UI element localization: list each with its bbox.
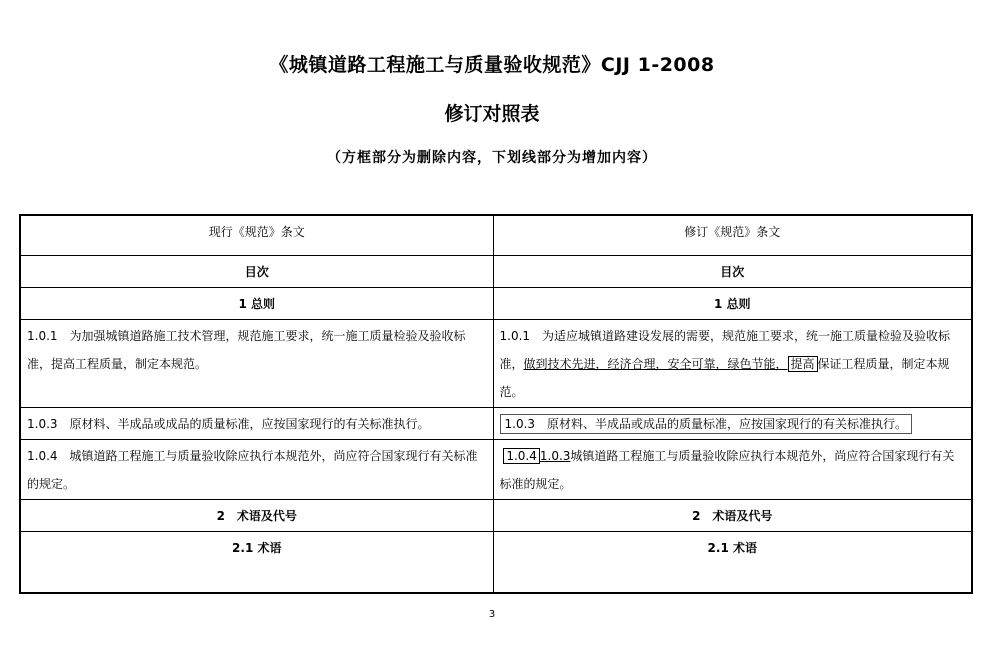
clause-104-revised	[493, 439, 972, 499]
clause-104-current: 1.0.4 城镇道路工程施工与质量验收除应执行本规范外，尚应符合国家现行有关标准的规定。	[20, 439, 493, 499]
deleted-text: 1.0.3 原材料、半成品或成品的质量标准，应按国家现行的有关标准执行。	[500, 414, 913, 434]
clause-text: 城镇道路工程施工与质量验收除应执行本规范外，尚应符合国家现行有关标准的规定。	[499, 448, 955, 491]
table-row	[20, 287, 972, 319]
toc-revised: 目次	[493, 255, 972, 287]
chapter1-current: 1 总则	[20, 287, 493, 319]
clause-101-revised	[493, 319, 972, 407]
clause-103-current: 1.0.3 原材料、半成品或成品的质量标准，应按国家现行的有关标准执行。	[20, 407, 493, 439]
section21-revised: 2.1 术语	[493, 531, 972, 593]
header-current: 现行《规范》条文	[20, 215, 493, 255]
table-row	[20, 499, 972, 531]
clause-103-revised	[493, 407, 972, 439]
document-subtitle: 修订对照表	[444, 103, 540, 125]
table-row	[20, 439, 972, 499]
chapter2-revised: 2 术语及代号	[493, 499, 972, 531]
clause-text: 1.0.1 为适应城镇道路建设发展的需要，规范施工要求，统一施工质量检验及验收标准，	[499, 328, 951, 371]
table-row	[20, 255, 972, 287]
inserted-text: 做到技术先进，经济合理，安全可靠，绿色节能，	[523, 356, 788, 371]
toc-current: 目次	[20, 255, 493, 287]
deleted-text: 提高	[788, 356, 818, 372]
table-header-row	[20, 215, 972, 255]
comparison-table	[19, 214, 973, 594]
clause-text: 保证工程质量，制定本规范。	[499, 356, 950, 399]
chapter2-current: 2 术语及代号	[20, 499, 493, 531]
header-revised: 修订《规范》条文	[493, 215, 972, 255]
section21-current: 2.1 术语	[20, 531, 493, 593]
table-row	[20, 531, 972, 593]
table-row	[20, 407, 972, 439]
inserted-text: 1.0.3	[539, 448, 571, 463]
deleted-text: 1.0.4	[503, 448, 540, 464]
revision-note: （方框部分为删除内容，下划线部分为增加内容）	[327, 150, 657, 166]
chapter1-revised: 1 总则	[493, 287, 972, 319]
clause-101-current: 1.0.1 为加强城镇道路施工技术管理，规范施工要求，统一施工质量检验及验收标准，提高工程质量，制定本规范。	[20, 319, 493, 407]
document-title: 《城镇道路工程施工与质量验收规范》CJJ 1-2008	[269, 54, 715, 76]
table-row	[20, 319, 972, 407]
page-number: 3	[488, 609, 496, 620]
